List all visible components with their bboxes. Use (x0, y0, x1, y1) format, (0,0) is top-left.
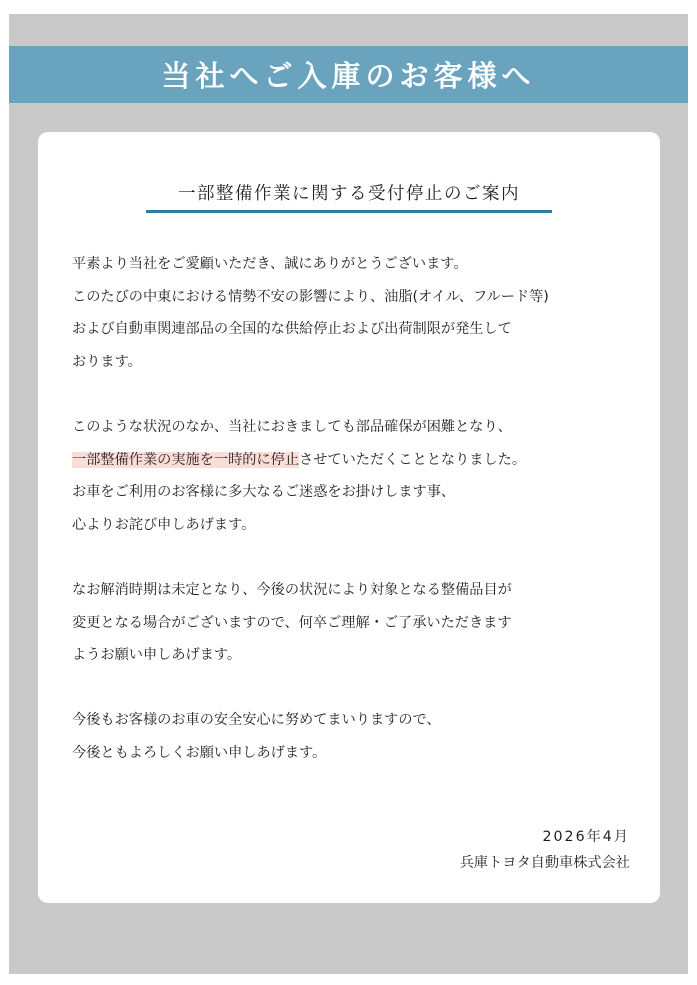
text-line: このたびの中東における情勢不安の影響により、油脂(オイル、フルード等) (72, 288, 549, 305)
text-line: 平素より当社をご愛顧いただき、誠にありがとうございます。 (72, 256, 468, 272)
text-line: なお解消時期は未定となり、今後の状況により対象となる整備品目が (72, 581, 512, 598)
paragraph-closing (72, 704, 652, 769)
subtitle-underline (146, 210, 552, 213)
signature-block (460, 824, 630, 876)
paragraph-greeting (72, 248, 652, 378)
paragraph-suspension (72, 411, 652, 541)
text-line-highlighted (72, 444, 652, 477)
text-line: 今後ともよろしくお願い申しあげます。 (72, 744, 327, 761)
text-line: ようお願い申しあげます。 (72, 647, 242, 664)
text-line: 今後もお客様のお車の安全安心に努めてまいりますので、 (72, 712, 441, 729)
header-banner (9, 46, 688, 103)
notice-date: 2026年4月 (542, 829, 630, 845)
notice-subtitle: 一部整備作業に関する受付停止のご案内 (178, 184, 520, 204)
company-name: 兵庫トヨタ自動車株式会社 (459, 855, 630, 871)
text-line: および自動車関連部品の全国的な供給停止および出荷制限が発生して (72, 321, 512, 338)
text-line: 心よりお詫び申しあげます。 (72, 516, 256, 533)
paragraph-outlook (72, 574, 652, 672)
text-line: おります。 (72, 353, 142, 370)
page-title: 当社へご入庫のお客様へ (161, 59, 536, 93)
text-fragment: させていただくこととなりました。 (299, 451, 527, 468)
highlighted-text: 一部整備作業の実施を一時的に停止 (72, 451, 300, 468)
notice-card (38, 132, 660, 903)
text-line: このような状況のなか、当社におきましても部品確保が困難となり、 (72, 418, 512, 435)
text-line: 変更となる場合がございますので、何卒ご理解・ご了承いただきます (72, 614, 512, 631)
notice-body (72, 248, 652, 802)
text-line: お車をご利用のお客様に多大なるご迷惑をお掛けします事、 (72, 484, 456, 501)
